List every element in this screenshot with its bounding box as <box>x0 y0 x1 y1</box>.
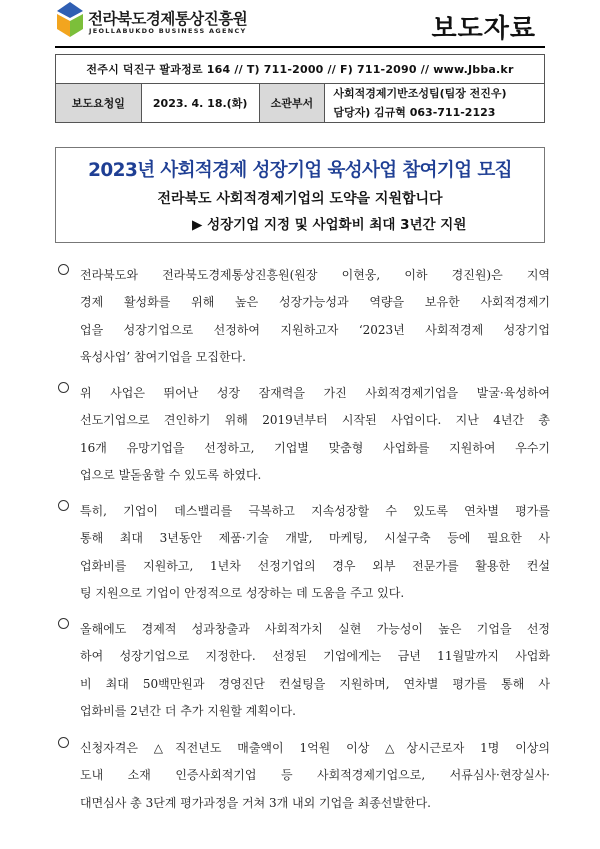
headline-bullet-subtitle: ▶ 성장기업 지정 및 사업화비 최대 3년간 지원 <box>192 217 467 233</box>
header-divider <box>55 46 545 48</box>
paragraph-line: 업으로 발돋움할 수 있도록 하였다. <box>80 467 262 482</box>
info-table <box>55 54 545 123</box>
paragraph-line: 하여 성장기업으로 지정한다. 선정된 기업에게는 금년 11월말까지 사업화 <box>80 649 550 664</box>
headline-subtitle: 전라북도 사회적경제기업의 도약을 지원합니다 <box>157 191 443 207</box>
request-date-label: 보도요청일 <box>56 84 142 123</box>
paragraph-line: 경제 활성화를 위해 높은 성장가능성과 역량을 보유한 사회적경제기 <box>80 295 550 310</box>
document-type-title: 보도자료 <box>431 14 536 44</box>
agency-logo-icon <box>56 2 84 38</box>
org-name: 전라북도경제통상진흥원 <box>88 10 248 28</box>
request-date-value: 2023. 4. 18.(화) <box>141 84 259 123</box>
circle-bullet-icon <box>58 382 69 393</box>
department-name: 사회적경제기반조성팀(팀장 전진우) <box>333 87 507 100</box>
circle-bullet-icon <box>58 500 69 511</box>
paragraph-line: 도내 소재 인증사회적기업 등 사회적경제기업으로, 서류심사·현장실사· <box>80 768 550 783</box>
paragraph-line: 팅 지원으로 기업이 안정적으로 성장하는 데 도움을 주고 있다. <box>80 585 405 600</box>
department-contact <box>325 84 545 123</box>
paragraph-line: 비 최대 50백만원과 경영진단 컨설팅을 지원하며, 연차별 평가를 통해 사 <box>80 676 550 691</box>
department-label: 소관부서 <box>259 84 325 123</box>
circle-bullet-icon <box>58 737 69 748</box>
headline-box <box>55 147 545 243</box>
paragraph-line: 육성사업’ 참여기업을 모집한다. <box>80 349 246 364</box>
headline-title: 2023년 사회적경제 성장기업 육성사업 참여기업 모집 <box>88 160 512 181</box>
paragraph-line: 신청자격은 △직전년도 매출액이 1억원 이상 △상시근로자 1명 이상의 <box>80 741 550 755</box>
paragraph-line: 업화비를 지원하고, 1년차 선정기업의 경우 외부 전문가를 활용한 컨설 <box>80 558 550 573</box>
circle-bullet-icon <box>58 264 69 275</box>
paragraph-line: 대면심사 총 3단계 평가과정을 거쳐 3개 내외 기업을 최종선발한다. <box>80 795 431 810</box>
circle-bullet-icon <box>58 618 69 629</box>
paragraph-line: 16개 유망기업을 선정하고, 기업별 맞춤형 사업화를 지원하여 우수기 <box>80 440 550 455</box>
contact-person: 담당자) 김규혁 063-711-2123 <box>333 106 496 119</box>
paragraph-line: 특히, 기업이 데스밸리를 극복하고 지속성장할 수 있도록 연차별 평가를 <box>80 504 550 518</box>
paragraph-line: 올해에도 경제적 성과창출과 사회적가치 실현 가능성이 높은 기업을 선정 <box>80 622 550 636</box>
paragraph-line: 위 사업은 뛰어난 성장 잠재력을 가진 사회적경제기업을 발굴·육성하여 <box>80 386 550 400</box>
paragraph-line: 선도기업으로 견인하기 위해 2019년부터 시작된 사업이다. 지난 4년간 총 <box>80 413 550 428</box>
org-name-english: JEOLLABUKDO BUSINESS AGENCY <box>89 27 247 35</box>
paragraph-line: 업을 성장기업으로 선정하여 지원하고자 ‘2023년 사회적경제 성장기업 <box>80 322 550 337</box>
address-line: 전주시 덕진구 팔과정로 164 // T) 711-2000 // F) 711-2090 // www.Jbba.kr <box>56 55 545 84</box>
paragraph-line: 통해 최대 3년동안 제품·기술 개발, 마케팅, 시설구축 등에 필요한 사 <box>80 531 550 546</box>
paragraph-line: 전라북도와 전라북도경제통상진흥원(원장 이현웅, 이하 경진원)은 지역 <box>80 268 550 282</box>
paragraph-line: 업화비를 2년간 더 추가 지원할 계획이다. <box>80 703 296 718</box>
